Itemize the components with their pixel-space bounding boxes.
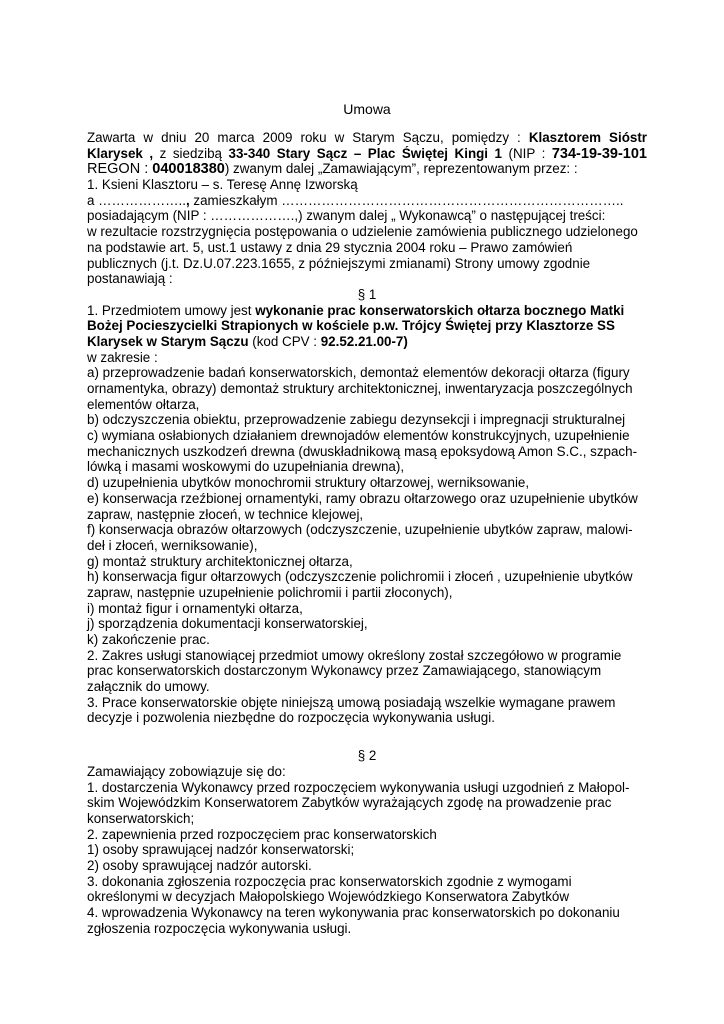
- section-2-heading: § 2: [357, 748, 377, 764]
- s1-subject: Bożej Pocieszycielki Strapionych w kościele p.w. Trójcy Świętej przy Klasztorze SS: [87, 318, 615, 334]
- s1-line: zapraw, następnie złoceń, w technice klejowej,: [87, 506, 364, 522]
- s1-line: g) montaż struktury architektonicznej ołtarza,: [87, 553, 353, 569]
- s2-line: określonymi w decyzjach Małopolskiego Wojewódzkiego Konserwatora Zabytków: [87, 889, 570, 905]
- regon-number: 040018380: [152, 161, 225, 178]
- party-name-cont: Klarysek ,: [87, 145, 154, 161]
- s1-line: [87, 334, 647, 350]
- s1-line: i) montaż figur i ornamentyki ołtarza,: [87, 600, 303, 616]
- intro-line-10: postanawiają :: [87, 271, 173, 287]
- intro-line-4: 1. Ksieni Klasztoru – s. Teresę Annę Izworską: [87, 177, 358, 193]
- s2-line: skim Wojewódzkim Konserwatorem Zabytków wyrażających zgodę na prowadzenie prac: [87, 795, 612, 811]
- s2-line: 4. wprowadzenia Wykonawcy na teren wykonywania prac konserwatorskich po dokonaniu: [87, 905, 620, 920]
- s1-line: 2. Zakres usługi stanowiącej przedmiot umowy określony został szczegółowo w programie: [87, 647, 622, 663]
- s1-line: b) odczyszczenia obiektu, przeprowadzenie zabiegu dezynsekcji i impregnacji strukturalnej: [87, 412, 626, 428]
- intro-line-3: [87, 161, 647, 177]
- s1-line: a) przeprowadzenie badań konserwatorskich, demontaż elementów dekoracji ołtarza (figury: [87, 365, 630, 381]
- section-2-list: [87, 764, 647, 937]
- s1-line: ornamentyka, obrazy) demontaż struktury architektonicznej, inwentaryzacja poszczególnych: [87, 381, 633, 396]
- s1-line: [87, 303, 647, 319]
- intro-line-1: [87, 130, 647, 146]
- s1-line: h) konserwacja figur ołtarzowych (odczyszczenie polichromii i złoceń , uzupełnienie ubytków: [87, 569, 633, 585]
- s1-line: f) konserwacja obrazów ołtarzowych (odczyszczenie, uzupełnienie ubytków zapraw, malowi-: [87, 522, 633, 538]
- s1-line: decyzje i pozwolenia niezbędne do rozpoczęcia wykonywania usługi.: [87, 710, 495, 726]
- party-name: Klasztorem Sióstr: [528, 130, 647, 145]
- s1-line: k) zakończenie prac.: [87, 632, 210, 647]
- intro-text: Zawarta w dniu 20 marca 2009 roku w Starym Sączu, pomiędzy :: [87, 130, 529, 145]
- s1-text: (kod CPV :: [248, 333, 321, 349]
- s2-line: 3. dokonania zgłoszenia rozpoczęcia prac konserwatorskich zgodnie z wymogami: [87, 873, 572, 889]
- intro-text: ) zwanym dalej „Zamawiającym”, reprezentowanym przez: :: [224, 161, 578, 177]
- intro-line-2: [87, 146, 647, 162]
- document-body: [87, 130, 647, 936]
- intro-text: zamieszkałym …………………………………………………………………..: [189, 192, 624, 208]
- s2-line: 1. dostarczenia Wykonawcy przed rozpoczęciem wykonywania usługi uzgodnień z Małopol-: [87, 779, 630, 795]
- cpv-code: 92.52.21.00-7): [320, 333, 408, 349]
- s1-line: mechanicznych uszkodzeń drewna (dwuskładnikową masą epoksydową Amon S.C., szpach-: [87, 443, 638, 459]
- s1-line: j) sporządzenia dokumentacji konserwatorskiej,: [87, 616, 368, 632]
- s1-line: c) wymiana osłabionych działaniem drewnojadów elementów konstrukcyjnych, uzupełnienie: [87, 428, 630, 444]
- s2-line: 1) osoby sprawującej nadzór konserwatorski;: [87, 842, 355, 858]
- intro-line-6: posiadającym (NIP : ……………….,) zwanym dalej „ Wykonawcą” o następującej treści:: [87, 208, 606, 224]
- s1-line: elementów ołtarza,: [87, 396, 200, 412]
- intro-line-5: [87, 193, 647, 209]
- intro-line-8: na podstawie art. 5, ust.1 ustawy z dnia 29 stycznia 2004 roku – Prawo zamówień: [87, 239, 573, 255]
- s1-line: prac konserwatorskich dostarczonym Wykonawcy przez Zamawiającego, stanowiącym: [87, 663, 602, 679]
- section-1-heading: § 1: [357, 286, 377, 302]
- document-title: Umowa: [343, 101, 391, 117]
- s1-line: lówką i masami woskowymi do uzupełniania drewna),: [87, 459, 405, 475]
- intro-text: ,: [185, 192, 190, 208]
- s1-line: 3. Prace konserwatorskie objęte niniejszą umową posiadają wszelkie wymagane prawem: [87, 694, 616, 710]
- s2-line: konserwatorskich;: [87, 810, 195, 826]
- s1-subject: wykonanie prac konserwatorskich ołtarza bocznego Matki: [255, 302, 625, 318]
- regon-label: REGON :: [87, 161, 153, 178]
- party-address: 33-340 Stary Sącz – Plac Świętej Kingi 1: [228, 145, 502, 161]
- intro-text: (NIP :: [502, 145, 552, 161]
- s1-line: [87, 318, 647, 334]
- s1-line: e) konserwacja rzeźbionej ornamentyki, ramy obrazu ołtarzowego oraz uzupełnienie ubytków: [87, 490, 638, 506]
- intro-line-7: w rezultacie rozstrzygnięcia postępowania o udzielenie zamówienia publicznego udzielonego: [87, 224, 638, 240]
- intro-text: a ………………..: [87, 192, 186, 208]
- s1-line: załącznik do umowy.: [87, 679, 210, 695]
- s1-line: d) uzupełnienia ubytków monochromii struktury ołtarzowej, werniksowanie,: [87, 475, 530, 491]
- s1-subject: Klarysek w Starym Sączu: [87, 333, 249, 349]
- s2-line: zgłoszenia rozpoczęcia wykonywania usługi.: [87, 920, 352, 936]
- intro-text: z siedzibą: [153, 145, 229, 161]
- s2-line: 2. zapewnienia przed rozpoczęciem prac konserwatorskich: [87, 826, 437, 842]
- s1-line: deł i złoceń, werniksowanie),: [87, 537, 258, 553]
- s1-line: zapraw, następnie uzupełnienie polichromii i partii złoconych),: [87, 584, 453, 600]
- nip-number: 734-19-39-101: [551, 145, 647, 162]
- intro-line-9: publicznych (j.t. Dz.U.07.223.1655, z późniejszymi zmianami) Strony umowy zgodnie: [87, 255, 591, 271]
- s1-line: w zakresie :: [87, 349, 158, 365]
- s2-line: 2) osoby sprawującej nadzór autorski.: [87, 857, 312, 873]
- s2-line: Zamawiający zobowiązuje się do:: [87, 763, 286, 779]
- s1-text: 1. Przedmiotem umowy jest: [87, 302, 256, 318]
- section-1-list: [87, 350, 647, 727]
